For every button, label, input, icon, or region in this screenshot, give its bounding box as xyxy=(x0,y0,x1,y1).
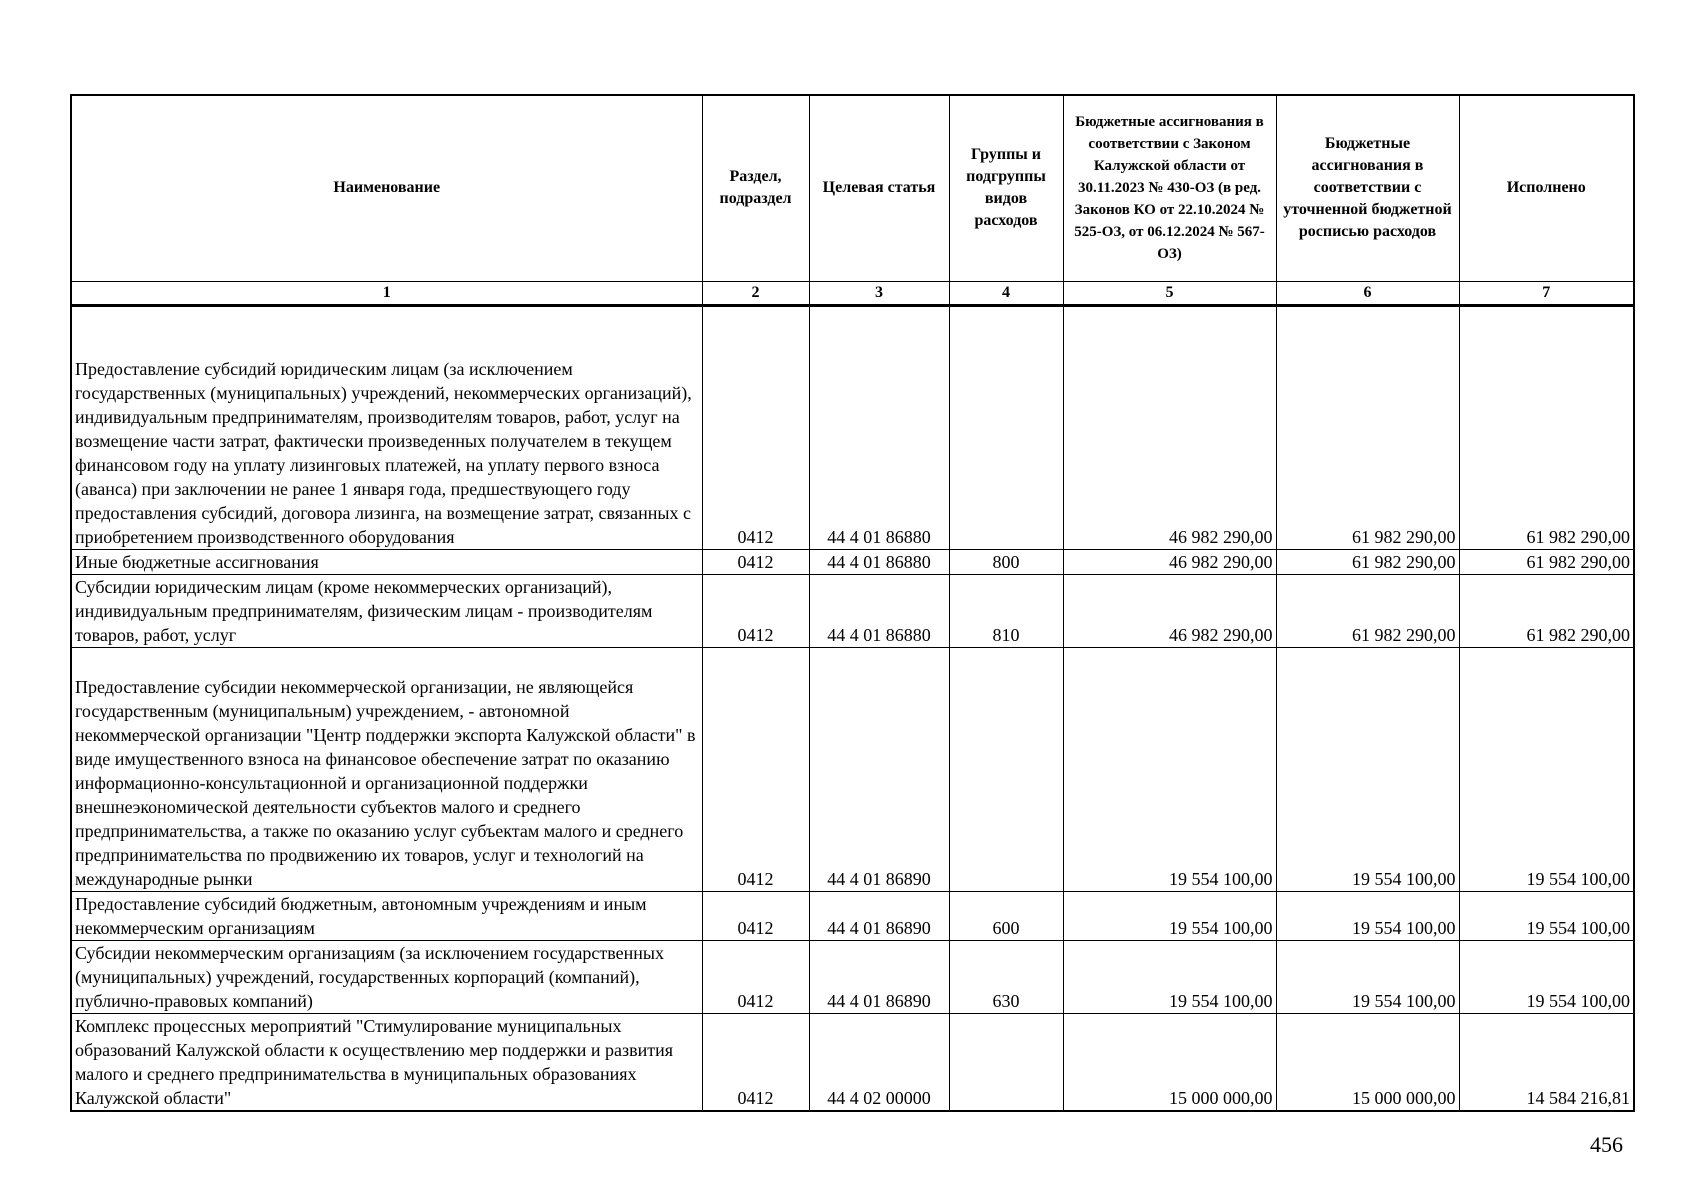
budget-page xyxy=(70,94,1633,1112)
header-target-article: Целевая статья xyxy=(809,95,949,281)
column-number: 2 xyxy=(702,281,809,305)
row-section: 0412 xyxy=(702,647,809,891)
row-executed: 61 982 290,00 xyxy=(1459,305,1634,549)
column-number: 7 xyxy=(1459,281,1634,305)
row-schedule-allocation: 61 982 290,00 xyxy=(1276,305,1459,549)
row-executed: 14 584 216,81 xyxy=(1459,1013,1634,1111)
row-executed: 61 982 290,00 xyxy=(1459,574,1634,647)
row-law-allocation: 46 982 290,00 xyxy=(1063,574,1276,647)
row-expense-group xyxy=(949,1013,1063,1111)
row-target-article: 44 4 01 86890 xyxy=(809,647,949,891)
header-section: Раздел, подраздел xyxy=(702,95,809,281)
header-schedule-allocation: Бюджетные ассигнования в соответствии с уточненной бюджетной росписью расходов xyxy=(1276,95,1459,281)
row-executed: 61 982 290,00 xyxy=(1459,549,1634,574)
row-section: 0412 xyxy=(702,574,809,647)
row-executed: 19 554 100,00 xyxy=(1459,891,1634,940)
row-section: 0412 xyxy=(702,305,809,549)
row-section: 0412 xyxy=(702,891,809,940)
header-law-allocation: Бюджетные ассигнования в соответствии с Законом Калужской области от 30.11.2023 № 430-ОЗ (в ред. Законов КО от 22.10.2024 № 525-ОЗ, от 06.12.2024 № 567-ОЗ) xyxy=(1063,95,1276,281)
column-number: 5 xyxy=(1063,281,1276,305)
row-target-article: 44 4 01 86890 xyxy=(809,940,949,1013)
row-target-article: 44 4 02 00000 xyxy=(809,1013,949,1111)
row-target-article: 44 4 01 86890 xyxy=(809,891,949,940)
table-row xyxy=(71,647,1634,891)
column-number: 3 xyxy=(809,281,949,305)
header-row xyxy=(71,95,1634,281)
row-expense-group: 630 xyxy=(949,940,1063,1013)
row-target-article: 44 4 01 86880 xyxy=(809,305,949,549)
budget-table xyxy=(70,94,1635,1112)
row-section: 0412 xyxy=(702,940,809,1013)
table-row xyxy=(71,549,1634,574)
table-row xyxy=(71,305,1634,549)
row-name: Субсидии некоммерческим организациям (за исключением государственных (муниципальных) учреждений, государственных корпораций (компаний), публично-правовых компаний) xyxy=(71,940,702,1013)
row-executed: 19 554 100,00 xyxy=(1459,940,1634,1013)
row-schedule-allocation: 19 554 100,00 xyxy=(1276,891,1459,940)
header-name: Наименование xyxy=(71,95,702,281)
row-schedule-allocation: 61 982 290,00 xyxy=(1276,574,1459,647)
row-section: 0412 xyxy=(702,1013,809,1111)
row-name: Комплекс процессных мероприятий "Стимулирование муниципальных образований Калужской области к осуществлению мер поддержки и развития малого и среднего предпринимательства в муниципальных образованиях Калужской области" xyxy=(71,1013,702,1111)
row-name: Предоставление субсидий юридическим лицам (за исключением государственных (муниципальных) учреждений, некоммерческих организаций), индивидуальным предпринимателям, производителям товаров, работ, услуг на возмещение части затрат, фактически произведенных получателем в текущем финансовом году на уплату лизинговых платежей, на уплату первого взноса (аванса) при заключении не ранее 1 января года, предшествующего году предоставления субсидий, договора лизинга, на возмещение затрат, связанных с приобретением производственного оборудования xyxy=(71,305,702,549)
header-expense-groups: Группы и подгруппы видов расходов xyxy=(949,95,1063,281)
column-number: 4 xyxy=(949,281,1063,305)
row-section: 0412 xyxy=(702,549,809,574)
row-law-allocation: 19 554 100,00 xyxy=(1063,647,1276,891)
row-expense-group: 800 xyxy=(949,549,1063,574)
row-target-article: 44 4 01 86880 xyxy=(809,549,949,574)
row-expense-group xyxy=(949,647,1063,891)
table-row xyxy=(71,940,1634,1013)
column-number: 6 xyxy=(1276,281,1459,305)
row-expense-group: 600 xyxy=(949,891,1063,940)
row-expense-group: 810 xyxy=(949,574,1063,647)
row-law-allocation: 19 554 100,00 xyxy=(1063,940,1276,1013)
row-name: Предоставление субсидий бюджетным, автономным учреждениям и иным некоммерческим организациям xyxy=(71,891,702,940)
row-name: Предоставление субсидии некоммерческой организации, не являющейся государственным (муниципальным) учреждением, - автономной некоммерческой организации "Центр поддержки экспорта Калужской области" в виде имущественного взноса на финансовое обеспечение затрат по оказанию информационно-консультационной и организационной поддержки внешнеэкономической деятельности субъектов малого и среднего предпринимательства, а также по оказанию услуг субъектам малого и среднего предпринимательства по продвижению их товаров, услуг и технологий на международные рынки xyxy=(71,647,702,891)
page-number: 456 xyxy=(1590,1132,1623,1157)
row-schedule-allocation: 19 554 100,00 xyxy=(1276,647,1459,891)
column-number: 1 xyxy=(71,281,702,305)
row-law-allocation: 19 554 100,00 xyxy=(1063,891,1276,940)
table-row xyxy=(71,574,1634,647)
header-executed: Исполнено xyxy=(1459,95,1634,281)
row-schedule-allocation: 19 554 100,00 xyxy=(1276,940,1459,1013)
column-number-row xyxy=(71,281,1634,305)
row-name: Иные бюджетные ассигнования xyxy=(71,549,702,574)
row-expense-group xyxy=(949,305,1063,549)
row-name: Субсидии юридическим лицам (кроме некоммерческих организаций), индивидуальным предпринимателям, физическим лицам - производителям товаров, работ, услуг xyxy=(71,574,702,647)
row-target-article: 44 4 01 86880 xyxy=(809,574,949,647)
row-law-allocation: 15 000 000,00 xyxy=(1063,1013,1276,1111)
row-schedule-allocation: 15 000 000,00 xyxy=(1276,1013,1459,1111)
row-law-allocation: 46 982 290,00 xyxy=(1063,549,1276,574)
row-law-allocation: 46 982 290,00 xyxy=(1063,305,1276,549)
row-schedule-allocation: 61 982 290,00 xyxy=(1276,549,1459,574)
table-row xyxy=(71,891,1634,940)
row-executed: 19 554 100,00 xyxy=(1459,647,1634,891)
table-row xyxy=(71,1013,1634,1111)
